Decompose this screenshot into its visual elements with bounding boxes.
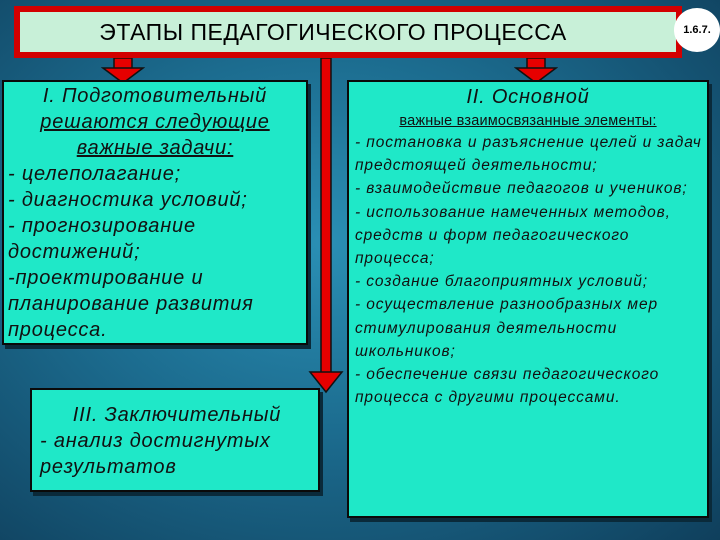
stage-final-box xyxy=(30,388,320,492)
stage-final-heading: III. Заключительный xyxy=(72,404,282,426)
stage-main-heading: II. Основной xyxy=(466,86,590,108)
title-box xyxy=(14,6,682,58)
arrow-to-stage3 xyxy=(308,58,344,394)
list-item: - взаимодействие педагогов и учеников; xyxy=(355,180,688,198)
list-item: - осуществление разнообразных мер стимулирования деятельности школьников; xyxy=(355,296,658,360)
list-item: - обеспечение связи педагогического процесса с другими процессами. xyxy=(355,366,660,407)
list-item: -проектирование и планирование развития процесса. xyxy=(8,267,254,341)
stage-preparatory-heading: I. Подготовительный xyxy=(42,85,268,107)
stage-main-box xyxy=(347,80,709,518)
stage-preparatory-items xyxy=(4,161,306,343)
slide-number: 1.6.7. xyxy=(674,8,720,52)
list-item: - использование намеченных методов, средств и форм педагогического процесса; xyxy=(355,203,671,268)
list-item: - постановка и разъяснение целей и задач предстоящей деятельности; xyxy=(355,134,702,175)
stage-preparatory-box xyxy=(2,80,308,345)
diagram-title: ЭТАПЫ ПЕДАГОГИЧЕСКОГО ПРОЦЕССА xyxy=(99,18,567,45)
list-item: - прогнозирование достижений; xyxy=(8,215,196,263)
list-item: - анализ достигнутых результатов xyxy=(40,430,271,478)
stage-main-intro: важные взаимосвязанные элементы: xyxy=(399,113,657,129)
list-item: - диагностика условий; xyxy=(8,189,248,211)
stage-main-items xyxy=(349,131,707,409)
stage-preparatory-intro: решаются следующие важные задачи: xyxy=(40,111,270,159)
list-item: - создание благоприятных условий; xyxy=(355,273,648,291)
list-item: - целеполагание; xyxy=(8,163,181,185)
